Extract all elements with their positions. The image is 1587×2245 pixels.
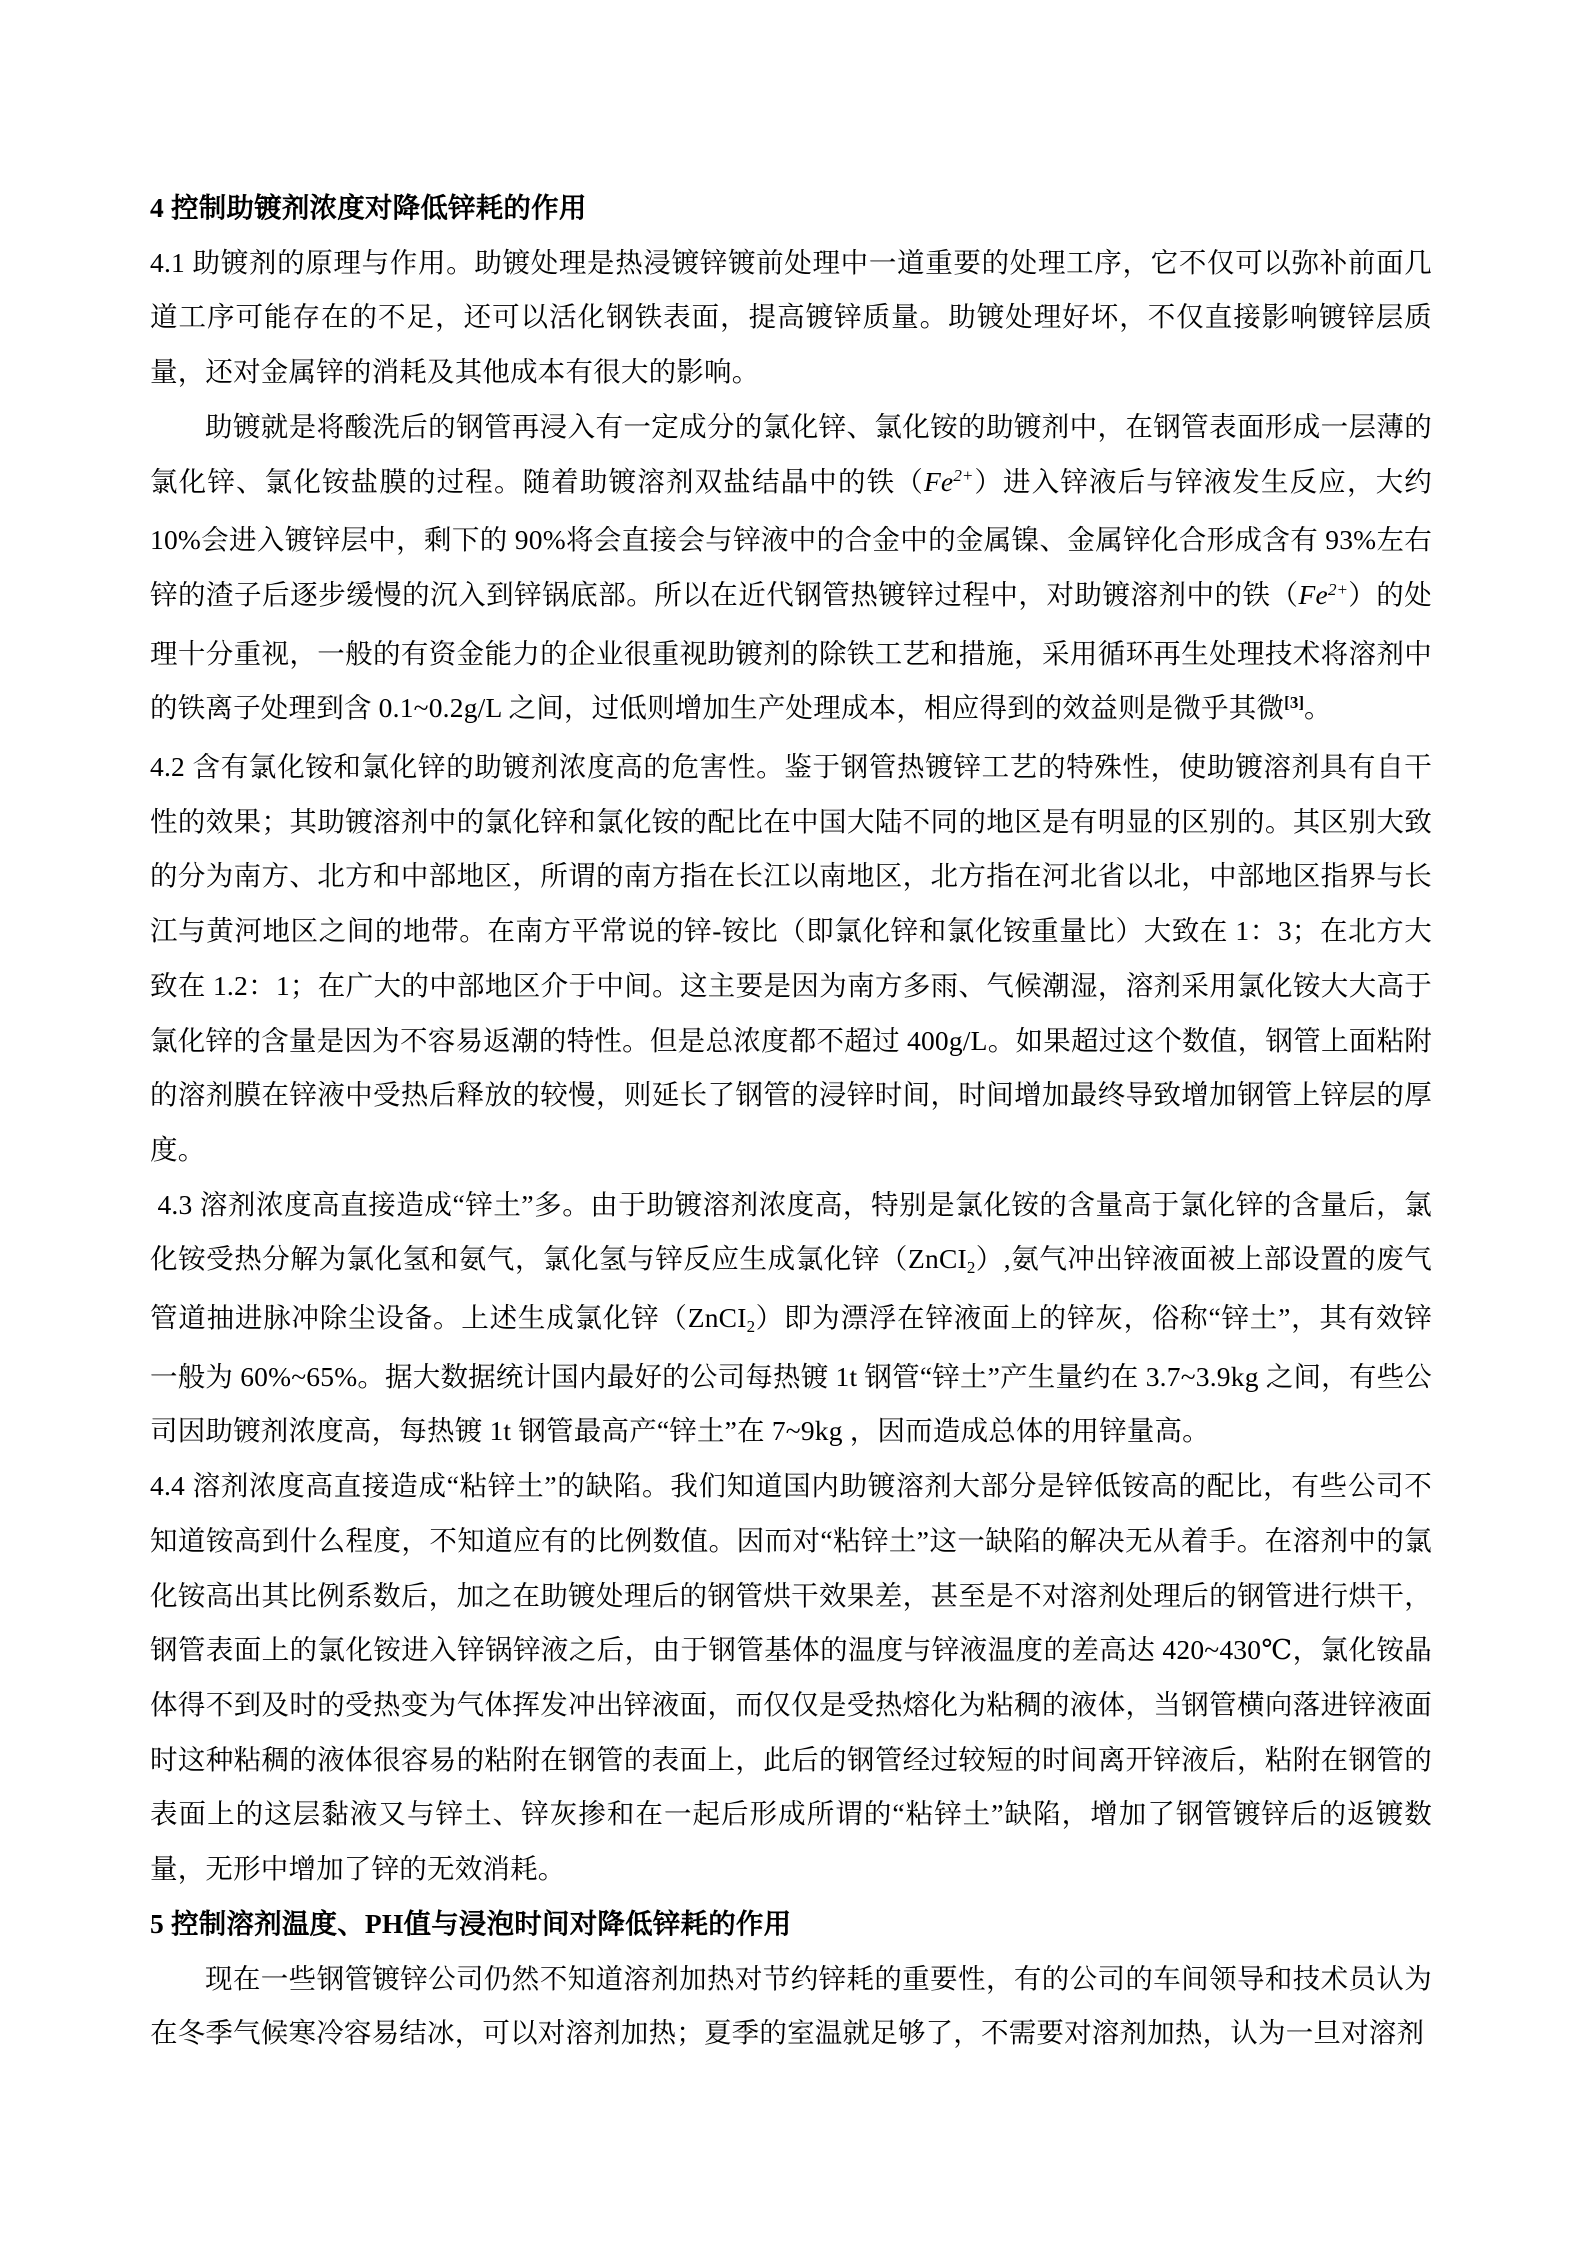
para-flux-process-iron-run: ）进入锌液后与锌液发生反应，大约 10%会进入镀锌层中，剩下的 90%将会直接会与锌液中的合金中的金属镍、金属锌化合形成含有 93%左右锌的渣子后逐步缓慢的沉入到锌锅底部。所以在近代钢管热镀锌过程中，对助镀溶剂中的铁（ <box>150 465 1432 610</box>
para-flux-process-iron <box>150 400 1432 740</box>
para-solvent-heating-run: 现在一些钢管镀锌公司仍然不知道溶剂加热对节约锌耗的重要性，有的公司的车间领导和技术员认为在冬季气候寒冷容易结冰，可以对溶剂加热；夏季的室温就足够了，不需要对溶剂加热，认为一旦对溶剂 <box>150 1962 1432 2049</box>
para-flux-process-iron-run: Fe <box>1298 578 1328 610</box>
para-4-3-zinc-dust-run: ）即为漂浮在锌液面上的锌灰，俗称“锌土”，其有效锌一般为 60%~65%。据大数据统计国内最好的公司每热镀 1t 钢管“锌土”产生量约在 3.7~3.9kg 之间，有些公司因助镀剂浓度高，每热镀 1t 钢管最高产“锌土”在 7~9kg ，因而造成总体的用锌量高。 <box>150 1302 1432 1447</box>
para-flux-process-iron-run: 。 <box>1304 692 1332 724</box>
para-flux-process-iron-run: 助镀就是将酸洗后的钢管再浸入有一定成分的氯化锌、氯化铵的助镀剂中，在钢管表面形成一层薄的氯化锌、氯化铵盐膜的过程。随着助镀溶剂双盐结晶中的铁（ <box>150 410 1432 497</box>
section-4-heading-run: 4 控制助镀剂浓度对降低锌耗的作用 <box>150 192 587 223</box>
para-flux-process-iron-run: ）的处理十分重视，一般的有资金能力的企业很重视助镀剂的除铁工艺和措施，采用循环再生处理技术将溶剂中的铁离子处理到含 0.1~0.2g/L 之间，过低则增加生产处理成本，相应得到的效益则是微乎其微 <box>150 578 1432 724</box>
section-5-heading-run: 5 控制溶剂温度、PH值与浸泡时间对降低锌耗的作用 <box>150 1907 792 1939</box>
para-4-4-sticky-zinc-dust <box>150 1459 1432 1897</box>
document-body <box>150 181 1432 2061</box>
section-4-heading <box>150 181 1432 236</box>
para-4-1-flux-principle <box>150 236 1432 400</box>
para-4-4-sticky-zinc-dust-run: 4.4 溶剂浓度高直接造成“粘锌土”的缺陷。我们知道国内助镀溶剂大部分是锌低铵高的配比，有些公司不知道铵高到什么程度，不知道应有的比例数值。因而对“粘锌土”这一缺陷的解决无从着手。在溶剂中的氯化铵高出其比例系数后，加之在助镀处理后的钢管烘干效果差，甚至是不对溶剂处理后的钢管进行烘干，钢管表面上的氯化铵进入锌锅锌液之后，由于钢管基体的温度与锌液温度的差高达 420~430℃，氯化铵晶体得不到及时的受热变为气体挥发冲出锌液面，而仅仅是受热熔化为粘稠的液体，当钢管横向落进锌液面时这种粘稠的液体很容易的粘附在钢管的表面上，此后的钢管经过较短的时间离开锌液后，粘附在钢管的表面上的这层黏液又与锌土、锌灰掺和在一起后形成所谓的“粘锌土”缺陷，增加了钢管镀锌后的返镀数量，无形中增加了锌的无效消耗。 <box>150 1470 1432 1885</box>
para-4-2-high-concentration-harm <box>150 740 1432 1178</box>
para-4-3-zinc-dust-run: 2 <box>746 1316 756 1336</box>
para-4-2-high-concentration-harm-run: 4.2 含有氯化铵和氯化锌的助镀剂浓度高的危害性。鉴于钢管热镀锌工艺的特殊性，使助镀溶剂具有自干性的效果；其助镀溶剂中的氯化锌和氯化铵的配比在中国大陆不同的地区是有明显的区别的。其区别大致的分为南方、北方和中部地区，所谓的南方指在长江以南地区，北方指在河北省以北，中部地区指界与长江与黄河地区之间的地带。在南方平常说的锌-铵比（即氯化锌和氯化铵重量比）大致在 1：3；在北方大致在 1.2：1；在广大的中部地区介于中间。这主要是因为南方多雨、气候潮湿，溶剂采用氯化铵大大高于氯化锌的含量是因为不容易返潮的特性。但是总浓度都不超过 400g/L。如果超过这个数值，钢管上面粘附的溶剂膜在锌液中受热后释放的较慢，则延长了钢管的浸锌时间，时间增加最终导致增加钢管上锌层的厚度。 <box>150 751 1432 1165</box>
para-4-3-zinc-dust-run: 4.3 溶剂浓度高直接造成“锌土”多。由于助镀溶剂浓度高，特别是氯化铵的含量高于氯化锌的含量后，氯化铵受热分解为氯化氢和氨气，氯化氢与锌反应生成氯化锌（ZnCI <box>150 1188 1432 1275</box>
para-solvent-heating <box>150 1952 1432 2061</box>
para-4-1-flux-principle-run: 4.1 助镀剂的原理与作用。助镀处理是热浸镀锌镀前处理中一道重要的处理工序，它不仅可以弥补前面几道工序可能存在的不足，还可以活化钢铁表面，提高镀锌质量。助镀处理好坏，不仅直接影响镀锌层质量，还对金属锌的消耗及其他成本有很大的影响。 <box>150 246 1432 388</box>
para-flux-process-iron-run: Fe <box>923 465 954 497</box>
para-flux-process-iron-run: 2+ <box>1327 579 1348 599</box>
para-4-3-zinc-dust-run: 2 <box>966 1258 976 1278</box>
para-flux-process-iron-run: 2+ <box>953 466 974 486</box>
para-flux-process-iron-run: [3] <box>1284 692 1305 712</box>
para-4-3-zinc-dust <box>150 1178 1432 1460</box>
para-4-3-zinc-dust-run: ）,氨气冲出锌液面被上部设置的废气管道抽进脉冲除尘设备。上述生成氯化锌（ZnCI <box>150 1243 1432 1334</box>
section-5-heading <box>150 1897 1432 1952</box>
